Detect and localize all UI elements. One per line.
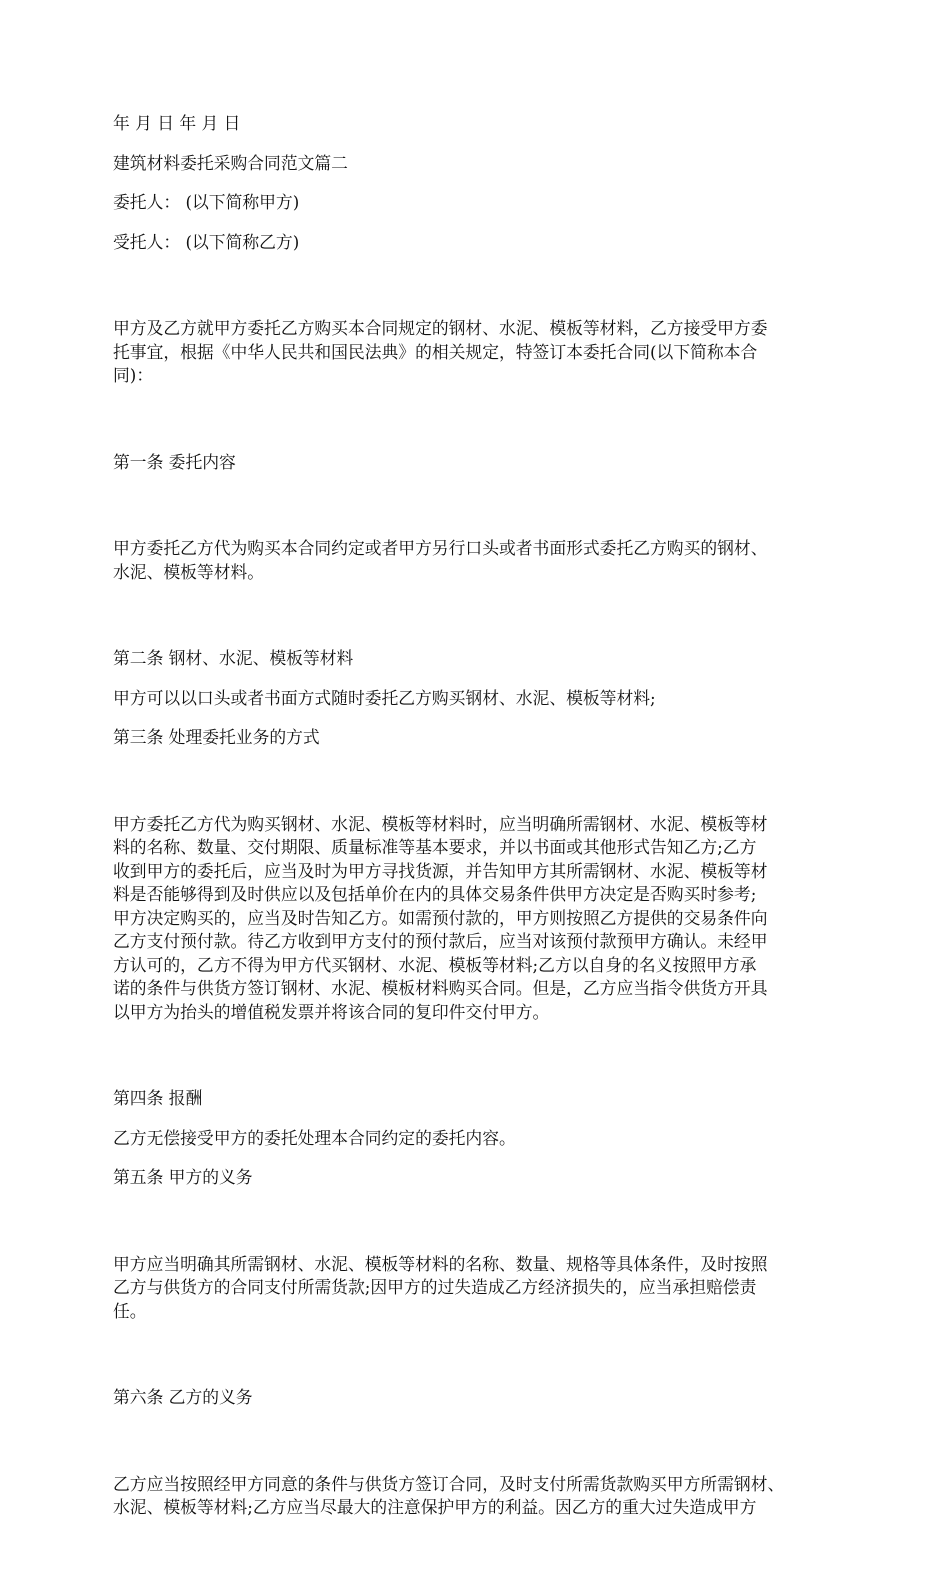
article-3-body: 甲方委托乙方代为购买钢材、水泥、模板等材料时，应当明确所需钢材、水泥、模板等材 料的名称、数量、交付期限、质量标准等基本要求，并以书面或其他形式告知乙方;乙方 收到甲方的委托后，应当及时为甲方寻找货源，并告知甲方其所需钢材、水泥、模板等材 料是否能够得到及时供应以及包括单价在内的具体交易条件供甲方决定是否购买时参考; 甲方决定购买的，应当及时告知乙方。如需预付款的，甲方则按照乙方提供的交易条件向 乙方支付预付款。待乙方收到甲方支付的预付款后，应当对该预付款预甲方确认。未经甲 方认可的，乙方不得为甲方代买钢材、水泥、模板等材料;乙方以自身的名义按照甲方承 诺的条件与供货方签订钢材、水泥、模板材料购买合同。但是，乙方应当指令供货方开具 以甲方为抬头的增值税发票并将该合同的复印件交付甲方。: [113, 813, 768, 1022]
principal-line: 委托人： (以下简称甲方): [113, 192, 300, 212]
document-title: 建筑材料委托采购合同范文篇二: [113, 152, 348, 173]
article-4-body: 乙方无偿接受甲方的委托处理本合同约定的委托内容。: [113, 1127, 516, 1148]
agent-line: 受托人： (以下简称乙方): [113, 231, 300, 252]
article-6-body: 乙方应当按照经甲方同意的条件与供货方签订合同，及时支付所需货款购买甲方所需钢材、 水泥、模板等材料;乙方应当尽最大的注意保护甲方的利益。因乙方的重大过失造成甲方: [113, 1473, 785, 1517]
article-5-heading: 第五条 甲方的义务: [113, 1167, 253, 1187]
article-2-heading: 第二条 钢材、水泥、模板等材料: [113, 648, 354, 668]
article-3-heading: 第三条 处理委托业务的方式: [113, 727, 320, 747]
preamble-paragraph: 甲方及乙方就甲方委托乙方购买本合同规定的钢材、水泥、模板等材料，乙方接受甲方委 托事宜，根据《中华人民共和国民法典》的相关规定，特签订本委托合同(以下简称本合 同)：: [113, 318, 768, 385]
article-1-body: 甲方委托乙方代为购买本合同约定或者甲方另行口头或者书面形式委托乙方购买的钢材、 水泥、模板等材料。: [113, 538, 768, 582]
article-1-heading: 第一条 委托内容: [113, 451, 236, 472]
article-5-body: 甲方应当明确其所需钢材、水泥、模板等材料的名称、数量、规格等具体条件，及时按照 乙方与供货方的合同支付所需货款;因甲方的过失造成乙方经济损失的，应当承担赔偿责 任。: [113, 1253, 768, 1321]
article-2-body: 甲方可以以口头或者书面方式随时委托乙方购买钢材、水泥、模板等材料;: [113, 687, 656, 708]
document-page: [113, 112, 853, 1583]
date-line: 年 月 日 年 月 日: [113, 113, 241, 133]
article-6-heading: 第六条 乙方的义务: [113, 1387, 253, 1407]
article-4-heading: 第四条 报酬: [113, 1088, 203, 1108]
